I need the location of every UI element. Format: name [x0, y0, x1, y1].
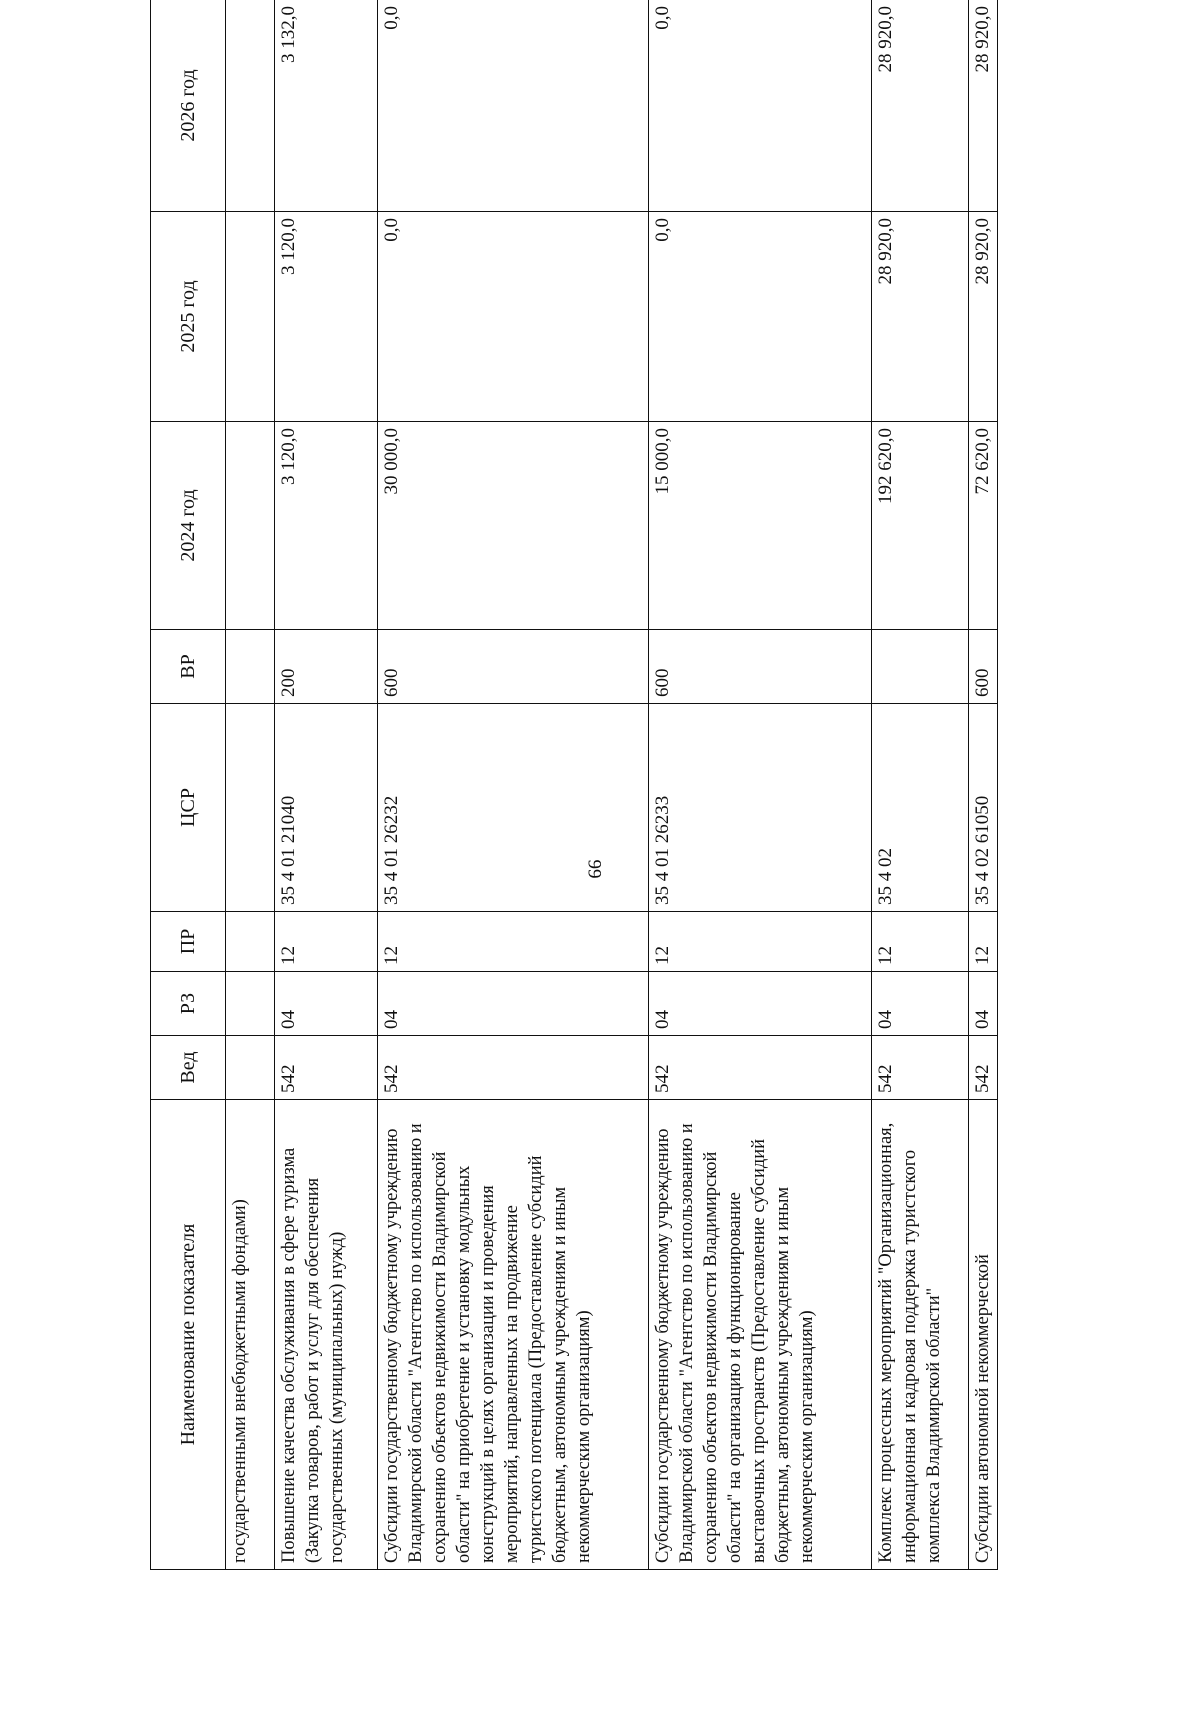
cell-2025: 0,0: [378, 212, 649, 422]
cell-2026: 3 132,0: [275, 0, 378, 212]
cell-2025: 28 920,0: [969, 212, 998, 422]
cell-csr: 35 4 01 26232: [378, 704, 649, 912]
cell-2025: 28 920,0: [872, 212, 969, 422]
table-row: [872, 0, 969, 1570]
cell-name: Комплекс процессных мероприятий "Организационная, информационная и кадровая поддержка туристского комплекса Владимирской области": [872, 1100, 969, 1570]
cell-ved: 542: [872, 1036, 969, 1100]
cell-vr: [872, 630, 969, 704]
cell-2024: 30 000,0: [378, 422, 649, 630]
table-row: [275, 0, 378, 1570]
cell-rz: 04: [872, 972, 969, 1036]
header-2025: 2025 год: [151, 212, 226, 422]
cell-2024: 192 620,0: [872, 422, 969, 630]
cell-pr: [226, 912, 275, 972]
cell-name: Субсидии государственному бюджетному учреждению Владимирской области "Агентство по использованию и сохранению объектов недвижимости Владимирской области" на приобретение и установку модульных конструкций в целях организации и проведения мероприятий, направленных на продвижение туристского потенциала (Предоставление субсидий бюджетным, автономным учреждениям и иным некоммерческим организациям): [378, 1100, 649, 1570]
cell-2025: 3 120,0: [275, 212, 378, 422]
page-number: 99: [583, 859, 605, 879]
cell-2024: 3 120,0: [275, 422, 378, 630]
cell-vr: 600: [969, 630, 998, 704]
cell-vr: 200: [275, 630, 378, 704]
cell-2024: [226, 422, 275, 630]
cell-2026: 0,0: [649, 0, 872, 212]
cell-ved: [226, 1036, 275, 1100]
table-row: [378, 0, 649, 1570]
cell-name: Повышение качества обслуживания в сфере туризма (Закупка товаров, работ и услуг для обеспечения государственных (муниципальных) нужд): [275, 1100, 378, 1570]
cell-vr: [226, 630, 275, 704]
cell-2024: 72 620,0: [969, 422, 998, 630]
header-ved: Вед: [151, 1036, 226, 1100]
cell-ved: 542: [969, 1036, 998, 1100]
cell-2026: 28 920,0: [969, 0, 998, 212]
cell-vr: 600: [378, 630, 649, 704]
table-row: [226, 0, 275, 1570]
cell-pr: 12: [872, 912, 969, 972]
header-pr: ПР: [151, 912, 226, 972]
cell-name: государственными внебюджетными фондами): [226, 1100, 275, 1570]
cell-csr: 35 4 01 21040: [275, 704, 378, 912]
cell-2026: [226, 0, 275, 212]
cell-2024: 15 000,0: [649, 422, 872, 630]
header-row: [151, 0, 226, 1570]
header-2024: 2024 год: [151, 422, 226, 630]
cell-rz: 04: [378, 972, 649, 1036]
header-rz: РЗ: [151, 972, 226, 1036]
cell-2025: 0,0: [649, 212, 872, 422]
header-vr: ВР: [151, 630, 226, 704]
cell-ved: 542: [275, 1036, 378, 1100]
cell-rz: 04: [649, 972, 872, 1036]
cell-csr: 35 4 02: [872, 704, 969, 912]
cell-2025: [226, 212, 275, 422]
cell-2026: 0,0: [378, 0, 649, 212]
budget-table: [150, 0, 998, 1570]
header-csr: ЦСР: [151, 704, 226, 912]
rotated-sheet: [150, 0, 1110, 1570]
cell-rz: [226, 972, 275, 1036]
header-2026: 2026 год: [151, 0, 226, 212]
cell-rz: 04: [275, 972, 378, 1036]
cell-ved: 542: [378, 1036, 649, 1100]
header-name: Наименование показателя: [151, 1100, 226, 1570]
cell-rz: 04: [969, 972, 998, 1036]
cell-csr: [226, 704, 275, 912]
cell-csr: 35 4 02 61050: [969, 704, 998, 912]
cell-ved: 542: [649, 1036, 872, 1100]
cell-2026: 28 920,0: [872, 0, 969, 212]
table-row: [649, 0, 872, 1570]
cell-csr: 35 4 01 26233: [649, 704, 872, 912]
cell-name: Субсидии государственному бюджетному учреждению Владимирской области "Агентство по использованию и сохранению объектов недвижимости Владимирской области" на организацию и функционирование выставочных пространств (Предоставление субсидий бюджетным, автономным учреждениям и иным некоммерческим организациям): [649, 1100, 872, 1570]
cell-pr: 12: [649, 912, 872, 972]
table-row: [969, 0, 998, 1570]
cell-name: Субсидии автономной некоммерческой: [969, 1100, 998, 1570]
cell-vr: 600: [649, 630, 872, 704]
cell-pr: 12: [378, 912, 649, 972]
cell-pr: 12: [969, 912, 998, 972]
cell-pr: 12: [275, 912, 378, 972]
